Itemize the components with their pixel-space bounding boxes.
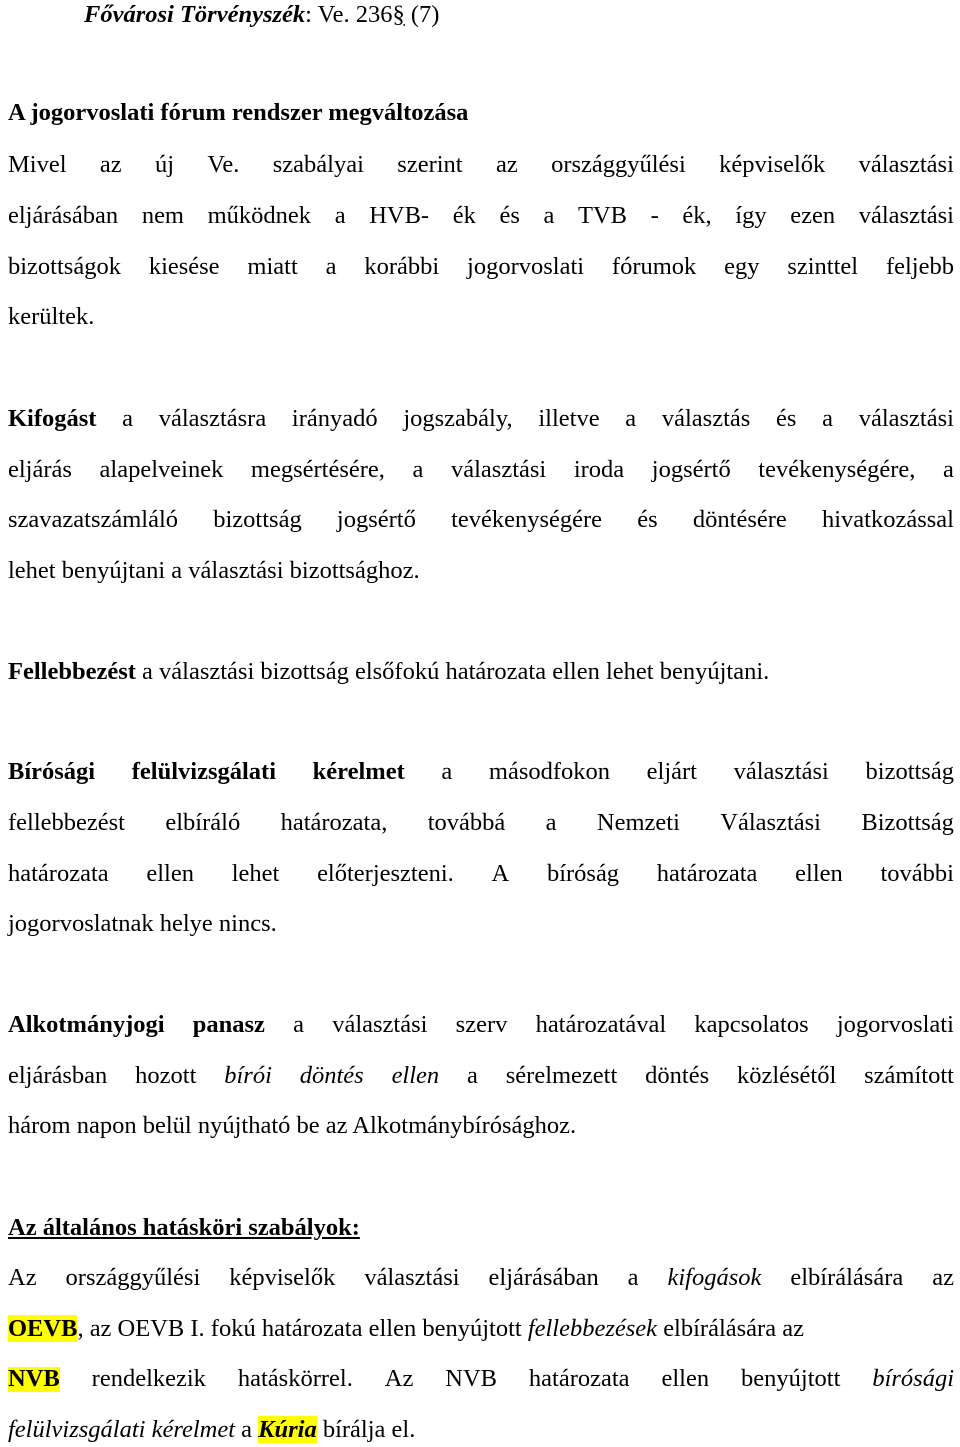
word: -	[650, 202, 659, 229]
word: bizottság	[865, 758, 954, 785]
word: hozott	[135, 1062, 197, 1089]
hataskori-line-3	[8, 1367, 954, 1392]
word: elbírálására	[790, 1264, 904, 1291]
word: Az	[384, 1365, 414, 1392]
word: benyújtott	[741, 1365, 841, 1392]
word: választás	[661, 405, 751, 432]
word: szavazatszámláló	[8, 506, 179, 533]
word: eljárásában	[8, 202, 119, 229]
hataskori-line-2	[8, 1317, 954, 1342]
word: szabályai	[272, 151, 364, 178]
key-term: panasz	[192, 1011, 265, 1038]
word: ellen	[146, 860, 194, 887]
word: a	[627, 1264, 639, 1291]
emphasis-word: döntés	[299, 1062, 364, 1089]
document-header	[84, 3, 960, 28]
fellebbezes-term: Fellebbezést	[8, 658, 136, 685]
word: a	[412, 456, 424, 483]
word: a	[334, 202, 346, 229]
word: képviselők	[719, 151, 826, 178]
word: kiesése	[148, 253, 220, 280]
fellebbezesek-term: fellebbezések	[527, 1315, 658, 1342]
court-name: Fővárosi Törvényszék	[84, 1, 306, 28]
fellebbezes-text: a választási bizottság elsőfokú határozata ellen lehet benyújtani.	[135, 658, 770, 685]
word: továbbá	[427, 809, 506, 836]
word: a	[545, 809, 557, 836]
fellebbezes-paragraph	[8, 660, 954, 685]
paragraph-sign: §	[392, 1, 405, 28]
word: nem	[141, 202, 184, 229]
word: választási	[450, 456, 547, 483]
word: tevékenységére	[451, 506, 603, 533]
nvb-highlight: NVB	[8, 1365, 60, 1392]
word: tevékenységére,	[758, 456, 916, 483]
birosagi-line-1	[8, 760, 954, 785]
word: jogsértő	[651, 456, 731, 483]
word: szerv	[455, 1011, 508, 1038]
hataskori-line-2-text-b: elbírálására az	[657, 1315, 804, 1342]
word: kapcsolatos	[694, 1011, 809, 1038]
word: Ve.	[207, 151, 240, 178]
word: egy	[724, 253, 760, 280]
word: Mivel	[8, 151, 67, 178]
hataskori-line-4	[8, 1418, 954, 1443]
word: választási	[733, 758, 829, 785]
hataskori-line-2-text-a: , az OEVB I. fokú határozata ellen benyújtott	[77, 1315, 522, 1342]
word: miatt	[247, 253, 298, 280]
word: sérelmezett	[505, 1062, 618, 1089]
word: számított	[864, 1062, 954, 1089]
word: Bizottság	[861, 809, 954, 836]
hataskori-line-1	[8, 1266, 954, 1291]
kifogas-line-4: lehet benyújtani a választási bizottsághoz.	[8, 557, 420, 584]
word: választási	[858, 405, 954, 432]
word: ék,	[682, 202, 712, 229]
alkotmany-line-3: három napon belül nyújtható be az Alkotmánybírósághoz.	[8, 1112, 577, 1139]
emphasis-word: ellen	[391, 1062, 440, 1089]
word: országgyűlési	[551, 151, 686, 178]
kuria-highlight: Kúria	[258, 1416, 317, 1443]
word: szinttel	[787, 253, 859, 280]
birosagi-line-3	[8, 862, 954, 887]
word: rendelkezik	[91, 1365, 206, 1392]
word: bizottság	[213, 506, 302, 533]
birosagi-line-4: jogorvoslatnak helye nincs.	[8, 910, 277, 937]
kifogas-line-3	[8, 508, 954, 533]
word: és	[637, 506, 658, 533]
word: döntésére	[692, 506, 787, 533]
word: a	[293, 1011, 304, 1038]
hataskori-line-4-text-b: bírálja el.	[316, 1416, 416, 1443]
intro-line-2	[8, 204, 954, 229]
intro-line-1	[8, 153, 954, 178]
kifogas-line-2	[8, 458, 954, 483]
word: a	[943, 456, 954, 483]
word: a	[467, 1062, 478, 1089]
alkotmany-line-1	[8, 1013, 954, 1038]
word: másodfokon	[488, 758, 611, 785]
paragraph-number: (7)	[404, 1, 440, 28]
emphasis-word: bírói	[224, 1062, 272, 1089]
word: szerint	[397, 151, 463, 178]
word: feljebb	[885, 253, 954, 280]
word: határozata	[8, 860, 109, 887]
key-term: Kifogást	[8, 405, 97, 432]
word: választásra	[158, 405, 267, 432]
word: döntés	[645, 1062, 710, 1089]
key-term: Bírósági	[8, 758, 96, 785]
word: a	[822, 405, 834, 432]
word: határozata	[656, 860, 758, 887]
word: a	[325, 253, 337, 280]
hataskori-title: Az általános hatásköri szabályok:	[8, 1214, 360, 1241]
word: eljárt	[646, 758, 697, 785]
intro-line-4: kerültek.	[8, 303, 95, 330]
word: ék	[452, 202, 476, 229]
felulvizsgalati-kerelmet-term: felülvizsgálati kérelmet	[8, 1416, 236, 1443]
word: előterjeszteni.	[317, 860, 454, 887]
word: közlésétől	[736, 1062, 837, 1089]
word: bíróság	[546, 860, 620, 887]
key-term: felülvizsgálati	[131, 758, 277, 785]
birosagi-line-2	[8, 811, 954, 836]
word: jogorvoslati	[467, 253, 585, 280]
word: és	[499, 202, 520, 229]
word: hatáskörrel.	[237, 1365, 353, 1392]
word: eljárásában	[488, 1264, 599, 1291]
word: eljárás	[8, 456, 72, 483]
word: választási	[858, 202, 954, 229]
word: HVB-	[369, 202, 430, 229]
word: határozata	[528, 1365, 630, 1392]
hataskori-line-4-text-a: a	[235, 1416, 259, 1443]
key-term: kérelmet	[312, 758, 405, 785]
birosagi-term: bírósági	[872, 1365, 954, 1392]
word: ellen	[795, 860, 843, 887]
word: Nemzeti	[596, 809, 680, 836]
word: képviselők	[229, 1264, 336, 1291]
word: és	[776, 405, 797, 432]
word: határozata,	[280, 809, 388, 836]
word: fellebbezést	[8, 809, 125, 836]
word: a	[441, 758, 453, 785]
word: országgyűlési	[65, 1264, 201, 1291]
word: lehet	[231, 860, 280, 887]
section-title: A jogorvoslati fórum rendszer megváltozása	[8, 99, 469, 126]
alkotmany-line-2	[8, 1064, 954, 1089]
word: A	[491, 860, 510, 887]
word: így	[735, 202, 767, 229]
word: hivatkozással	[821, 506, 954, 533]
word: határozatával	[535, 1011, 667, 1038]
word: TVB	[578, 202, 627, 229]
word: korábbi	[364, 253, 440, 280]
word: választási	[332, 1011, 428, 1038]
word: új	[155, 151, 175, 178]
word: jogszabály,	[403, 405, 513, 432]
word: a	[122, 405, 134, 432]
word: az	[495, 151, 518, 178]
word: működnek	[207, 202, 312, 229]
word: az	[99, 151, 122, 178]
word: eljárásban	[8, 1062, 108, 1089]
intro-line-3	[8, 255, 954, 280]
word: Választási	[720, 809, 821, 836]
word: fórumok	[611, 253, 697, 280]
kifogasok-term: kifogások	[667, 1264, 762, 1291]
word: további	[880, 860, 954, 887]
word: illetve	[538, 405, 600, 432]
word: jogsértő	[336, 506, 416, 533]
word: a	[543, 202, 555, 229]
word: irányadó	[291, 405, 378, 432]
word: Az	[8, 1264, 37, 1291]
oevb-highlight: OEVB	[8, 1315, 78, 1342]
word: bizottságok	[8, 253, 121, 280]
case-reference: : Ve. 236	[305, 1, 393, 28]
word: NVB	[445, 1365, 497, 1392]
word: választási	[858, 151, 954, 178]
word: a	[625, 405, 637, 432]
word: választási	[364, 1264, 460, 1291]
key-term: Alkotmányjogi	[8, 1011, 165, 1038]
word: jogorvoslati	[836, 1011, 954, 1038]
word: iroda	[573, 456, 625, 483]
word: alapelveinek	[99, 456, 224, 483]
word: megsértésére,	[250, 456, 385, 483]
word: ellen	[661, 1365, 710, 1392]
word: ezen	[790, 202, 836, 229]
word: elbíráló	[165, 809, 241, 836]
kifogas-line-1	[8, 407, 954, 432]
word: az	[932, 1264, 954, 1291]
